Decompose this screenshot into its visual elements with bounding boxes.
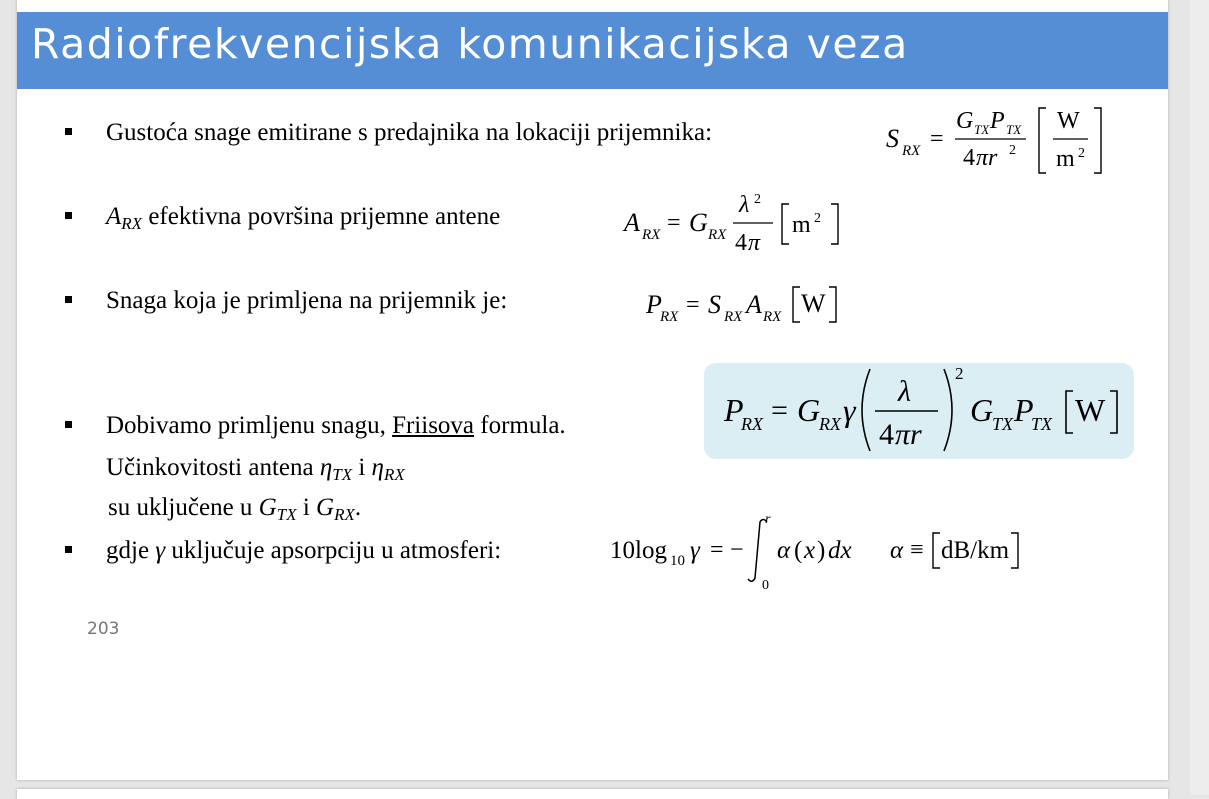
svg-text:A: A [746,290,762,319]
bullet-marker [65,546,72,553]
bullet-4-line-2 [106,454,405,485]
svg-text:G: G [689,208,708,237]
svg-text:S: S [708,290,721,319]
svg-text:2: 2 [1078,146,1085,161]
slide [17,0,1168,780]
svg-text:4: 4 [735,230,747,256]
sub-rx: RX [334,505,355,524]
svg-text:RX: RX [902,143,921,159]
var-eta: η [319,454,333,481]
svg-text:=: = [667,210,681,236]
formula-received-power [643,282,853,332]
bullet-4-text-after: formula. [474,412,566,439]
var-a: A [106,203,122,230]
svg-text:=: = [686,292,700,318]
bullet-2-text [106,203,500,234]
svg-text:πr: πr [895,418,922,451]
line-2-prefix: Učinkovitosti antena [106,454,320,481]
formula-friis [704,363,1134,459]
svg-text:(: ( [794,537,803,564]
svg-text:π: π [748,230,761,256]
svg-text:P: P [1014,392,1034,428]
sub-tx: TX [276,505,297,524]
page-number: 203 [87,619,120,639]
line-3-suffix: . [354,494,362,521]
svg-text:TX: TX [1031,414,1053,434]
line-2-conj: i [352,454,372,481]
bullet-5-text [106,537,501,565]
svg-text:10: 10 [670,553,685,569]
svg-text:2: 2 [814,211,821,226]
svg-text:10: 10 [610,537,635,564]
svg-text:RX: RX [819,414,841,434]
svg-text:W: W [801,289,826,318]
scrollbar-track[interactable] [1190,0,1209,795]
svg-text:A: A [624,208,640,237]
bullet-1-text: Gustoća snage emitirane s predajnika na lokaciji prijemnika: [106,119,713,146]
formula-absorption [607,508,1047,594]
svg-text:P: P [646,290,662,319]
sub-rx: RX [383,465,405,484]
svg-text:W: W [1057,108,1080,134]
svg-text:2: 2 [754,192,761,207]
bullet-marker [65,212,72,219]
svg-text:TX: TX [992,414,1014,434]
svg-text:RX: RX [763,309,782,325]
var-gamma: γ [155,537,166,564]
sub-tx: TX [332,465,353,484]
svg-text:=: = [930,126,944,152]
svg-text:0: 0 [762,578,769,593]
svg-text:W: W [1075,392,1106,428]
svg-text:RX: RX [724,309,743,325]
svg-text:S: S [886,124,899,153]
formula-power-density [883,100,1113,180]
svg-text:dB/km: dB/km [941,537,1010,564]
svg-text:G: G [797,392,821,428]
formula-effective-area [621,182,851,262]
svg-text:RX: RX [642,227,661,243]
svg-text:RX: RX [708,227,727,243]
svg-text:λ: λ [898,375,911,408]
svg-text:−: − [730,537,744,563]
bullet-3-text: Snaga koja je primljena na prijemnik je: [106,287,508,314]
friisova-link[interactable]: Friisova [392,412,475,439]
svg-text:log: log [635,537,667,564]
svg-text:G: G [956,108,974,134]
var-eta: η [371,454,384,481]
svg-text:2: 2 [1009,143,1016,158]
bullet-5-text-after: uključuje apsorpciju u atmosferi: [165,537,502,564]
svg-text:TX: TX [1006,122,1022,137]
svg-text:γ: γ [690,537,700,564]
bullet-4-line-1 [106,412,566,440]
bullet-marker [65,421,72,428]
svg-text:2: 2 [955,364,964,383]
svg-text:=: = [710,537,724,563]
svg-text:RX: RX [660,309,679,325]
bullet-marker [65,296,72,303]
var-g: G [258,494,277,521]
svg-text:TX: TX [974,122,990,137]
svg-text:πr: πr [976,145,998,171]
bullet-4-line-3 [108,494,361,525]
svg-text:G: G [970,392,994,428]
svg-text:≡: ≡ [910,537,924,563]
svg-text:=: = [771,394,788,427]
next-slide-preview[interactable] [17,789,1168,799]
svg-text:P: P [724,392,744,428]
bullet-marker [65,128,72,135]
sub-rx: RX [121,214,143,233]
svg-text:P: P [990,108,1005,134]
svg-text:4: 4 [963,145,975,171]
bullet-5-text-before: gdje [106,537,156,564]
friis-formula-box [704,363,1134,459]
svg-text:r: r [765,512,771,527]
slide-title: Radiofrekvencijska komunikacijska veza [31,20,909,68]
bullet-4-text-before: Dobivamo primljenu snagu, [106,412,393,439]
bullet-2-label: efektivna površina prijemne antene [142,203,501,230]
svg-text:x: x [804,537,816,564]
line-3-conj: i [296,494,317,521]
svg-text:α: α [777,537,791,564]
title-bar [17,12,1168,89]
svg-text:): ) [817,537,826,564]
svg-text:4: 4 [879,418,894,451]
svg-text:λ: λ [739,192,750,218]
svg-text:α: α [890,537,904,564]
svg-text:γ: γ [843,392,856,428]
svg-text:m: m [1056,146,1075,172]
svg-text:RX: RX [741,414,763,434]
var-g: G [316,494,335,521]
svg-text:dx: dx [828,537,852,564]
svg-text:m: m [792,212,811,238]
line-3-prefix: su uključene u [108,494,259,521]
